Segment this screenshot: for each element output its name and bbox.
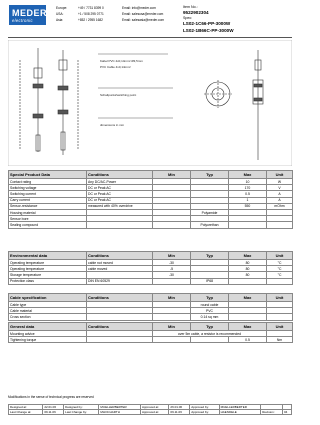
row-label: Sensor-resistance [9,203,87,209]
row-label: Operating temperature [9,260,87,266]
table-cell: 80 [229,272,267,278]
table-cell: -5 [153,266,191,272]
table-cell: Any DC/AC-Power [87,179,153,185]
table-cell: W [267,179,293,185]
table-cell: mOhm [267,203,293,209]
logo-sub: electronic [12,18,33,23]
contact-email[interactable]: Email: info@meder.com [122,6,156,11]
revision-cell: MUELLERBERTER [99,404,141,409]
revision-cell: 09.11.06 [169,409,190,414]
table-cell [229,222,267,228]
table-row [9,278,293,284]
table-cell: A [267,197,293,203]
column-header: Unit [267,171,293,179]
table-cell: °C [267,272,293,278]
column-header: Max [229,171,267,179]
spec-table [8,170,293,229]
table-cell: °C [267,260,293,266]
contact-phone: +1 / 508 295 0771 [78,12,104,17]
table-cell: IP68 [191,278,229,284]
table-row [9,337,293,343]
revision-cell: Last Change by: [64,409,99,414]
table-cell [87,314,153,320]
column-header: Conditions [87,171,153,179]
row-label: Housing material [9,209,87,215]
drawing-note: PVC Cable 4x0,14mm² [100,65,131,69]
item-no-value: 9522902304 [183,10,209,15]
table-cell: DC or Peak AC [87,197,153,203]
contact-region: USA: [56,12,64,17]
column-header: Min [153,294,191,302]
table-title: General data [9,323,87,331]
column-header: Typ [191,252,229,260]
table-cell: round cable [191,302,229,308]
table-cell [191,337,229,343]
table-cell [267,278,293,284]
table-cell: 80 [229,260,267,266]
revision-cell: Designed at: [9,404,43,409]
row-label: Sensor bore [9,216,87,222]
table-cell: 0.5 [229,191,267,197]
meder-logo [9,5,46,25]
table-header-row [9,252,293,260]
contact-region: Asia: [56,18,64,23]
contact-email[interactable]: Email: salesasia@meder.com [122,18,165,23]
header-divider [8,37,292,38]
table-cell: -30 [153,272,191,278]
footer-note: Modifications in the sense of technical progress are reserved [8,395,94,399]
contact-region: Europe: [56,6,68,11]
spec-table [8,251,293,285]
column-header: Conditions [87,294,153,302]
item-info [183,5,293,34]
revision-cell: HAENDELE [219,409,261,414]
item-no-label: Item No.: [183,5,198,9]
row-label: Cable type [9,302,87,308]
table-header-row [9,323,293,331]
contact-phone: +852 / 2955 1682 [78,18,103,23]
contact-email[interactable]: Email: salesusa@meder.com [122,12,164,17]
revision-cell: Approved at: [141,409,169,414]
spec-value-2: LS02-1B66C-PP-3000W [183,28,234,33]
column-header: Typ [191,171,229,179]
column-header: Max [229,252,267,260]
revision-cell: 22.01.06 [43,404,64,409]
table-cell [153,314,191,320]
table-cell [87,222,153,228]
table-cell: °C [267,266,293,272]
revision-cell: Designed by: [64,404,99,409]
footer [8,396,292,415]
table-cell: -30 [153,260,191,266]
table-cell [153,278,191,284]
table-row [9,314,293,320]
table-cell: over 5m cable, a resistor is recommended [153,331,267,337]
table-cell: Polyamide [191,209,229,215]
drawing-note: Schaltpunkt/switching point [100,93,137,97]
table-title: Cable specification [9,294,87,302]
column-header: Max [229,294,267,302]
row-label: Switching voltage [9,185,87,191]
table-cell [229,314,267,320]
table-cell: 550 [229,203,267,209]
table-cell: 1 [229,197,267,203]
row-label: Storage temperature [9,272,87,278]
contact-block [56,6,181,24]
spec-table [8,293,293,321]
spec-value-1: LS02-1C66-PP-3000W [183,21,231,26]
row-label: Switching current [9,191,87,197]
column-header: Min [153,252,191,260]
drawing-note: dimensions in mm [100,123,125,127]
revision-cell: MUELLERBERTER [219,404,261,409]
revision-cell: Last Change at: [9,409,43,414]
table-cell [267,314,293,320]
revision-cell: 26.01.06 [169,404,190,409]
table-header-row [9,171,293,179]
table-cell [229,278,267,284]
row-label: Carry current [9,197,87,203]
column-header: Unit [267,323,293,331]
column-header: Conditions [87,252,153,260]
table-cell [153,337,191,343]
column-header: Typ [191,294,229,302]
row-label: Protection class [9,278,87,284]
table-cell: DC or Peak AC [87,191,153,197]
contact-row-asia [56,18,181,24]
table-cell: A [267,191,293,197]
table-cell [153,222,191,228]
table-cell: 10 [229,179,267,185]
revision-row [9,409,292,414]
revision-cell: Revision: [261,409,283,414]
contact-phone: +49 / 7731 8399 0 [78,6,104,11]
table-title: Environmental data [9,252,87,260]
table-cell: 0.14 sq mm [191,314,229,320]
table-cell: cable moved [87,266,153,272]
table-cell: Nm [267,337,293,343]
revision-table [8,404,292,415]
row-label: Mounting advice [9,331,87,337]
spec-table [8,322,293,343]
technical-drawing [8,40,292,166]
revision-cell: Approved by: [190,409,219,414]
table-row [9,222,293,228]
column-header: Min [153,171,191,179]
column-header: Min [153,323,191,331]
table-cell: measured with 40% overdrive [87,203,153,209]
drawing-note: Kabel PVC 4x0,14mm² Ø3,5mm [100,59,143,63]
row-label: Cross section [9,314,87,320]
row-label: Operating temperature [9,266,87,272]
spec-label: Spec: [183,16,193,20]
table-cell: 80 [229,266,267,272]
table-cell: DC or Peak AC [87,185,153,191]
table-cell: V [267,185,293,191]
column-header: Conditions [87,323,153,331]
table-cell: 170 [229,185,267,191]
column-header: Unit [267,252,293,260]
column-header: Unit [267,294,293,302]
row-label: Sealing compound [9,222,87,228]
row-label: Contact rating [9,179,87,185]
table-cell [267,222,293,228]
table-cell: cable not moved [87,260,153,266]
revision-cell: Approved by: [190,404,219,409]
row-label: Tightening torque [9,337,87,343]
revision-cell: 09.11.06 [43,409,64,414]
table-cell: DIN EN 60529 [87,278,153,284]
table-cell: 0.5 [229,337,267,343]
table-cell: PVC [191,308,229,314]
table-cell: Polyurethan [191,222,229,228]
revision-cell: 04 [282,409,291,414]
logo-name: MEDER [12,8,48,18]
row-label: Cable material [9,308,87,314]
revision-cell: Approved at: [141,404,169,409]
table-cell [87,337,153,343]
revision-cell: MHOCHARTH [99,409,141,414]
table-title: Special Product Data [9,171,87,179]
column-header: Max [229,323,267,331]
column-header: Typ [191,323,229,331]
table-header-row [9,294,293,302]
